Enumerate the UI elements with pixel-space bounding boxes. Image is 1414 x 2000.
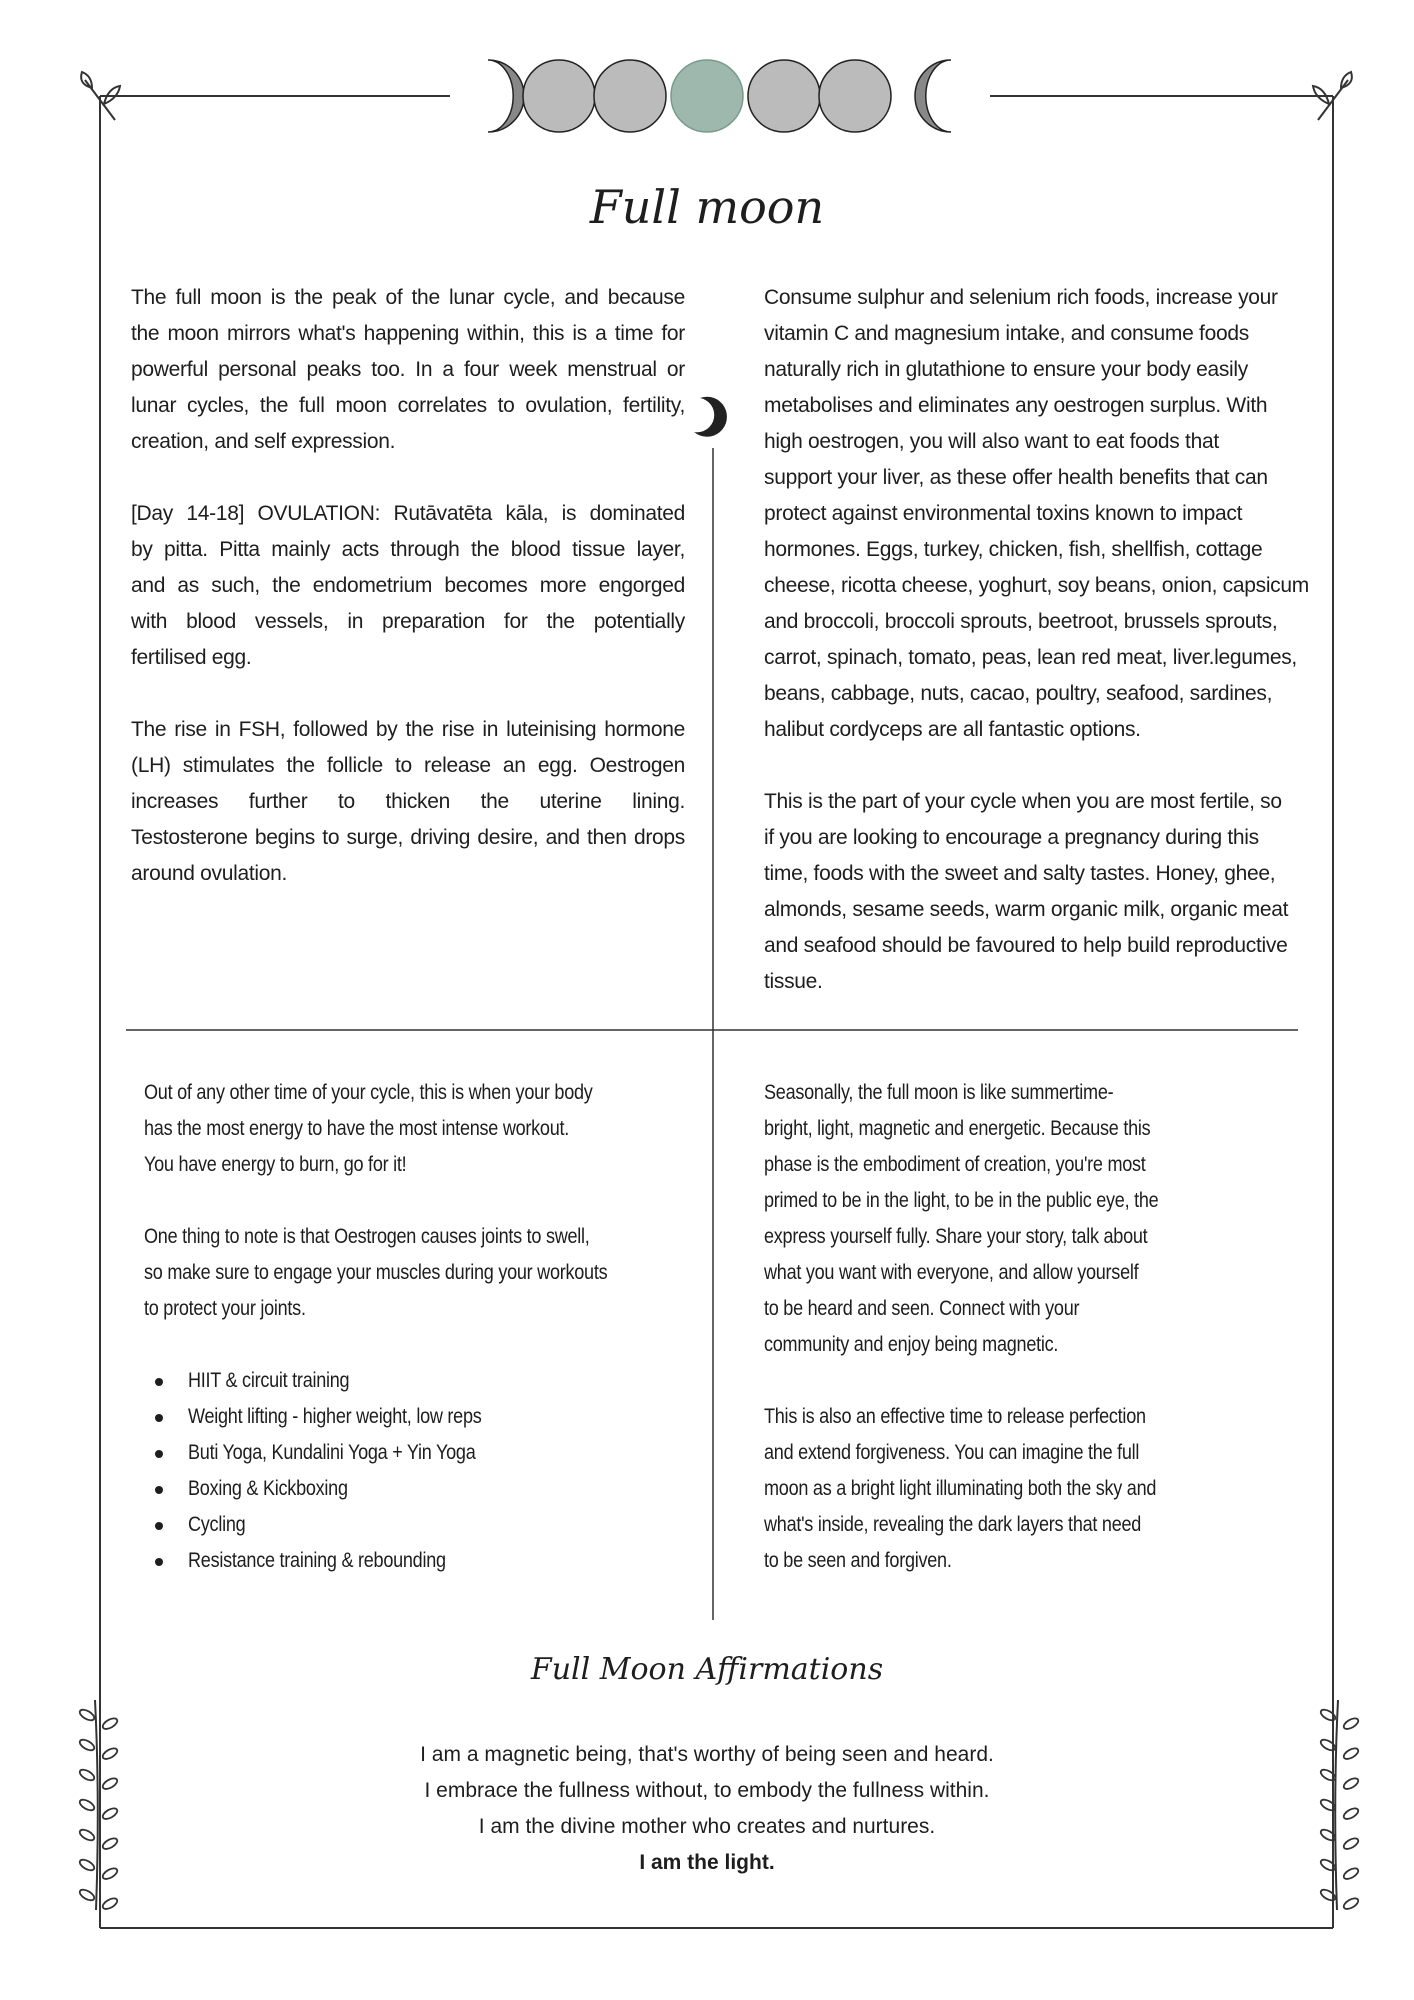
text-line: fertilised egg.	[131, 646, 252, 669]
text-line: and as such, the endometrium becomes more engorged	[131, 574, 685, 597]
affirmation-line: I am a magnetic being, that's worthy of being seen and heard.	[420, 1743, 994, 1766]
text-line: to be heard and seen. Connect with your	[764, 1297, 1080, 1320]
text-line: hormones. Eggs, turkey, chicken, fish, shellfish, cottage	[764, 538, 1263, 561]
workout-item	[144, 1435, 704, 1471]
workout-item	[144, 1363, 704, 1399]
text-line: and extend forgiveness. You can imagine the full	[764, 1441, 1140, 1464]
text-line: tissue.	[764, 970, 823, 993]
vine-leaf-icon	[1319, 1888, 1337, 1903]
text-line: [Day 14-18] OVULATION: Rutāvatēta kāla, is dominated	[131, 502, 685, 525]
vine-leaf-icon	[101, 1896, 119, 1911]
text-line: high oestrogen, you will also want to eat foods that	[764, 430, 1219, 453]
crescent-moon-icon	[694, 397, 727, 437]
text-line: halibut cordyceps are all fantastic options.	[764, 718, 1141, 741]
exercise-column	[144, 1075, 704, 1579]
moon-phase-icon	[488, 60, 524, 132]
moon-phase-icon	[915, 60, 951, 132]
vine-leaf-icon	[101, 1716, 119, 1731]
page-title: Full moon	[589, 180, 825, 234]
text-line: by pitta. Pitta mainly acts through the blood tissue layer,	[131, 538, 685, 561]
text-line: what's inside, revealing the dark layers that need	[764, 1513, 1142, 1536]
paragraph	[131, 496, 685, 676]
workout-item	[144, 1399, 704, 1435]
vine-leaf-icon	[78, 1888, 96, 1903]
workout-item	[144, 1507, 704, 1543]
workout-item	[144, 1471, 704, 1507]
text-line: and seafood should be favoured to help build reproductive	[764, 934, 1288, 957]
text-line: One thing to note is that Oestrogen causes joints to swell,	[144, 1225, 590, 1248]
text-line: lunar cycles, the full moon correlates to ovulation, fertility,	[131, 394, 685, 417]
text-line: Testosterone begins to surge, driving desire, and then drops	[131, 826, 685, 849]
text-line: powerful personal peaks too. In a four week menstrual or	[131, 358, 685, 381]
text-line: to protect your joints.	[144, 1297, 306, 1320]
paragraph	[131, 712, 685, 892]
moon-phase-icon	[819, 60, 891, 132]
full-moon-icon	[671, 60, 743, 132]
workout-label: Weight lifting - higher weight, low reps	[188, 1405, 482, 1428]
text-line: protect against environmental toxins known to impact	[764, 502, 1243, 525]
paragraph	[764, 280, 1309, 748]
text-line: carrot, spinach, tomato, peas, lean red meat, liver.legumes,	[764, 646, 1297, 669]
affirmations-title: Full Moon Affirmations	[530, 1652, 884, 1687]
text-line: time, foods with the sweet and salty tastes. Honey, ghee,	[764, 862, 1276, 885]
text-line: community and enjoy being magnetic.	[764, 1333, 1059, 1356]
paragraph	[764, 784, 1309, 1000]
text-line: The full moon is the peak of the lunar cycle, and because	[131, 286, 685, 309]
text-line: metabolises and eliminates any oestrogen surplus. With	[764, 394, 1268, 417]
text-line: This is also an effective time to release perfection	[764, 1405, 1146, 1428]
text-line: around ovulation.	[131, 862, 288, 885]
text-line: (LH) stimulates the follicle to release an egg. Oestrogen	[131, 754, 685, 777]
vine-leaf-icon	[1319, 1708, 1337, 1723]
moon-phases	[488, 60, 951, 132]
text-line: moon as a bright light illuminating both the sky and	[764, 1477, 1157, 1500]
text-line: almonds, sesame seeds, warm organic milk, organic meat	[764, 898, 1289, 921]
affirmation-line: I embrace the fullness without, to embody the fullness within.	[424, 1779, 990, 1802]
workout-label: Cycling	[188, 1513, 246, 1536]
paragraph	[144, 1075, 704, 1183]
text-line: You have energy to burn, go for it!	[144, 1153, 407, 1176]
workout-label: Boxing & Kickboxing	[188, 1477, 348, 1500]
text-line: if you are looking to encourage a pregnancy during this	[764, 826, 1259, 849]
moon-phase-icon	[594, 60, 666, 132]
text-line: naturally rich in glutathione to ensure your body easily	[764, 358, 1248, 381]
text-line: vitamin C and magnesium intake, and consume foods	[764, 322, 1249, 345]
text-line: so make sure to engage your muscles during your workouts	[144, 1261, 608, 1284]
text-line: Out of any other time of your cycle, this is when your body	[144, 1081, 593, 1104]
paragraph	[131, 280, 685, 460]
text-line: primed to be in the light, to be in the public eye, the	[764, 1189, 1159, 1212]
intro-column	[131, 280, 685, 928]
vine-leaf-icon	[1342, 1716, 1360, 1731]
text-line: express yourself fully. Share your story, talk about	[764, 1225, 1148, 1248]
workout-list	[144, 1363, 704, 1579]
workout-label: Resistance training & rebounding	[188, 1549, 446, 1572]
paragraph	[764, 1399, 1309, 1579]
affirmation-line: I am the divine mother who creates and nurtures.	[478, 1815, 936, 1838]
workout-label: Buti Yoga, Kundalini Yoga + Yin Yoga	[188, 1441, 476, 1464]
text-line: creation, and self expression.	[131, 430, 396, 453]
affirmation-final: I am the light.	[639, 1851, 775, 1874]
text-line: and broccoli, broccoli sprouts, beetroot, brussels sprouts,	[764, 610, 1278, 633]
paragraph	[764, 1075, 1309, 1363]
text-line: to be seen and forgiven.	[764, 1549, 952, 1572]
text-line: has the most energy to have the most intense workout.	[144, 1117, 570, 1140]
text-line: with blood vessels, in preparation for the potentially	[131, 610, 685, 633]
text-line: This is the part of your cycle when you are most fertile, so	[764, 790, 1282, 813]
text-line: support your liver, as these offer health benefits that can	[764, 466, 1268, 489]
moon-phase-icon	[523, 60, 595, 132]
text-line: bright, light, magnetic and energetic. Because this	[764, 1117, 1151, 1140]
workout-item	[144, 1543, 704, 1579]
text-line: increases further to thicken the uterine lining.	[131, 790, 685, 813]
text-line: beans, cabbage, nuts, cacao, poultry, seafood, sardines,	[764, 682, 1273, 705]
text-line: cheese, ricotta cheese, yoghurt, soy beans, onion, capsicum	[764, 574, 1309, 597]
moon-phase-icon	[748, 60, 820, 132]
vine-leaf-icon	[78, 1708, 96, 1723]
text-line: phase is the embodiment of creation, you're most	[764, 1153, 1146, 1176]
text-line: Consume sulphur and selenium rich foods, increase your	[764, 286, 1278, 309]
text-line: the moon mirrors what's happening within, this is a time for	[131, 322, 685, 345]
workout-label: HIIT & circuit training	[188, 1369, 350, 1392]
seasonal-column	[764, 1075, 1309, 1615]
text-line: Seasonally, the full moon is like summertime-	[764, 1081, 1114, 1104]
text-line: The rise in FSH, followed by the rise in luteinising hormone	[131, 718, 685, 741]
text-line: what you want with everyone, and allow yourself	[764, 1261, 1139, 1284]
paragraph	[144, 1219, 704, 1327]
vine-leaf-icon	[1342, 1896, 1360, 1911]
nutrition-column	[764, 280, 1309, 1036]
